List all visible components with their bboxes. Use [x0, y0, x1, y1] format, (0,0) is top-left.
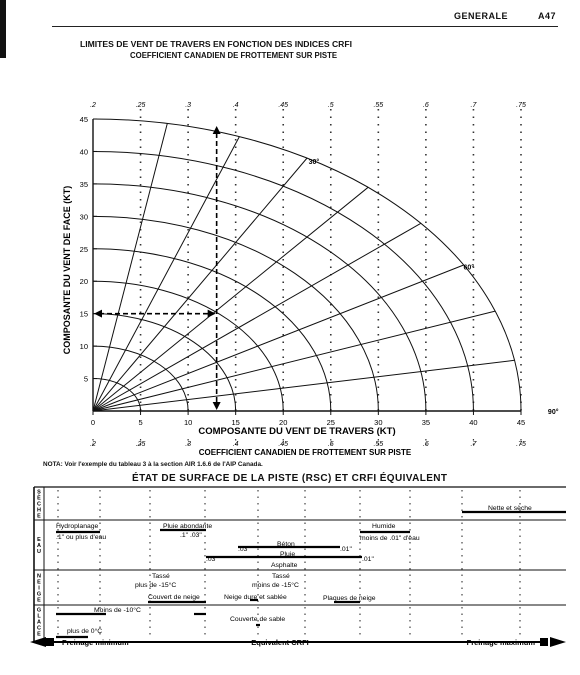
- crfi-tick-label-top: .6: [422, 102, 429, 109]
- y-tick-label: 45: [79, 115, 88, 124]
- crfi-tick-label-top: .75: [516, 102, 526, 109]
- x-tick-label: 20: [279, 418, 288, 427]
- y-tick-label: 30: [79, 212, 88, 222]
- crfi-tick-label-top: .55: [373, 102, 384, 109]
- radial-angle-label: 60°: [463, 264, 475, 272]
- row-label: S È C H E: [37, 489, 41, 520]
- x-tick-label: 40: [469, 418, 478, 427]
- row-label: G L A C E: [36, 607, 42, 638]
- crfi-tick-label-bottom: .2: [90, 441, 96, 448]
- y-tick-label: 40: [79, 147, 88, 157]
- rsc-entry: .01": [340, 546, 352, 553]
- y-tick-label: 10: [79, 342, 88, 352]
- rsc-title: ÉTAT DE SURFACE DE LA PISTE (RSC) ET CRFI ÉQUIVALENT: [132, 473, 448, 484]
- y-tick-label: 25: [79, 244, 88, 254]
- footer-right-label: Freinage maximum: [466, 638, 535, 647]
- rsc-entry: Hydroplanage: [56, 523, 99, 530]
- x-axis-label: COMPOSANTE DU VENT DE TRAVERS (KT): [198, 426, 396, 437]
- footer-arrow-right: [550, 637, 566, 647]
- crfi-tick-label-top: .2: [90, 102, 96, 109]
- rsc-entry: plus de -15°C: [135, 582, 177, 589]
- crfi-tick-label-bottom: .45: [278, 441, 289, 448]
- x-axis-sublabel: COEFFICIENT CANADIEN DE FROTTEMENT SUR PISTE: [198, 448, 412, 457]
- rsc-entry: Humide: [372, 523, 396, 530]
- y-tick-label: 5: [83, 374, 88, 384]
- rsc-entry: .03": [238, 546, 250, 553]
- rsc-entry: Moins de -10°C: [94, 607, 141, 614]
- x-tick-label: 5: [138, 418, 143, 427]
- rsc-entry: Pluie abondante: [163, 523, 213, 530]
- crfi-tick-label-top: .7: [470, 102, 477, 109]
- y-tick-label: 15: [79, 309, 88, 319]
- crfi-tick-label-bottom: .25: [135, 441, 146, 448]
- crfi-tick-label-top: .5: [327, 102, 334, 109]
- crfi-tick-label-top: .3: [185, 102, 192, 109]
- rsc-entry: .03": [206, 556, 218, 563]
- crfi-tick-label-bottom: .6: [422, 441, 429, 448]
- row-label: E A U: [37, 537, 41, 555]
- x-tick-label: 30: [374, 418, 383, 427]
- rsc-entry: .1" .03": [180, 532, 202, 539]
- crfi-tick-label-bottom: .3: [185, 441, 192, 448]
- rsc-entry: Tassé: [272, 573, 290, 580]
- rsc-entry: Tassé: [152, 573, 170, 580]
- x-tick-label: 0: [90, 418, 96, 427]
- x-tick-label: 35: [421, 418, 431, 427]
- footer-block-right: [540, 638, 548, 646]
- chart-subtitle: COEFFICIENT CANADIEN DE FROTTEMENT SUR PISTE: [130, 51, 338, 60]
- y-axis-label: COMPOSANTE DU VENT DE FACE (KT): [62, 185, 72, 355]
- crfi-tick-label-top: .25: [135, 102, 146, 109]
- rsc-entry: Neige dure et sablée: [224, 594, 287, 601]
- x-tick-label: 45: [516, 418, 526, 427]
- rsc-entry: plus de 0°C: [67, 628, 103, 635]
- rsc-entry: Plaques de neige: [323, 595, 376, 602]
- footer-center-label: Equivalent CRFI: [251, 638, 309, 647]
- crfi-tick-label-bottom: .4: [232, 441, 239, 448]
- rsc-entry: Pluie: [280, 551, 296, 558]
- crfi-tick-label-bottom: .55: [373, 441, 384, 448]
- section-label: GENERALE: [454, 11, 509, 21]
- rsc-entry: .01": [362, 556, 374, 563]
- footer-block-left: [46, 638, 54, 646]
- y-tick-label: 20: [79, 277, 88, 287]
- row-label: N E I G E: [36, 573, 42, 604]
- rsc-entry: Béton: [277, 541, 295, 548]
- x-tick-label: 15: [231, 418, 240, 427]
- page-number: A47: [538, 11, 557, 21]
- chart-note: NOTA: Voir l'exemple du tableau 3 à la section AIR 1.6.6 de l'AIP Canada.: [43, 461, 263, 468]
- chart-title: LIMITES DE VENT DE TRAVERS EN FONCTION DES INDICES CRFI: [80, 39, 352, 49]
- crfi-tick-label-bottom: .5: [327, 441, 334, 448]
- rsc-entry: moins de .01" d'eau: [360, 535, 420, 542]
- x-tick-label: 25: [326, 418, 335, 427]
- rsc-entry: Nette et sèche: [488, 505, 532, 512]
- footer-arrow-left: [30, 637, 46, 647]
- crfi-tick-label-top: .45: [278, 102, 289, 109]
- crfi-tick-label-bottom: .75: [516, 441, 526, 448]
- rsc-marks: [30, 487, 566, 647]
- radial-angle-label: 90°: [547, 409, 559, 416]
- crfi-tick-label-bottom: .7: [470, 441, 477, 448]
- radial-angle-label: 30°: [308, 158, 320, 166]
- rsc-entry: Couverte de sable: [230, 616, 286, 623]
- rsc-entry: Couvert de neige: [148, 594, 200, 601]
- x-tick-label: 10: [183, 418, 193, 427]
- footer-left-label: Freinage minimum: [62, 638, 129, 647]
- rsc-entry: .1" ou plus d'eau: [56, 534, 107, 541]
- crfi-tick-label-top: .4: [232, 102, 239, 109]
- rsc-entry: Asphalte: [271, 562, 298, 569]
- y-tick-label: 35: [79, 179, 88, 189]
- rsc-entry: moins de -15°C: [252, 582, 299, 589]
